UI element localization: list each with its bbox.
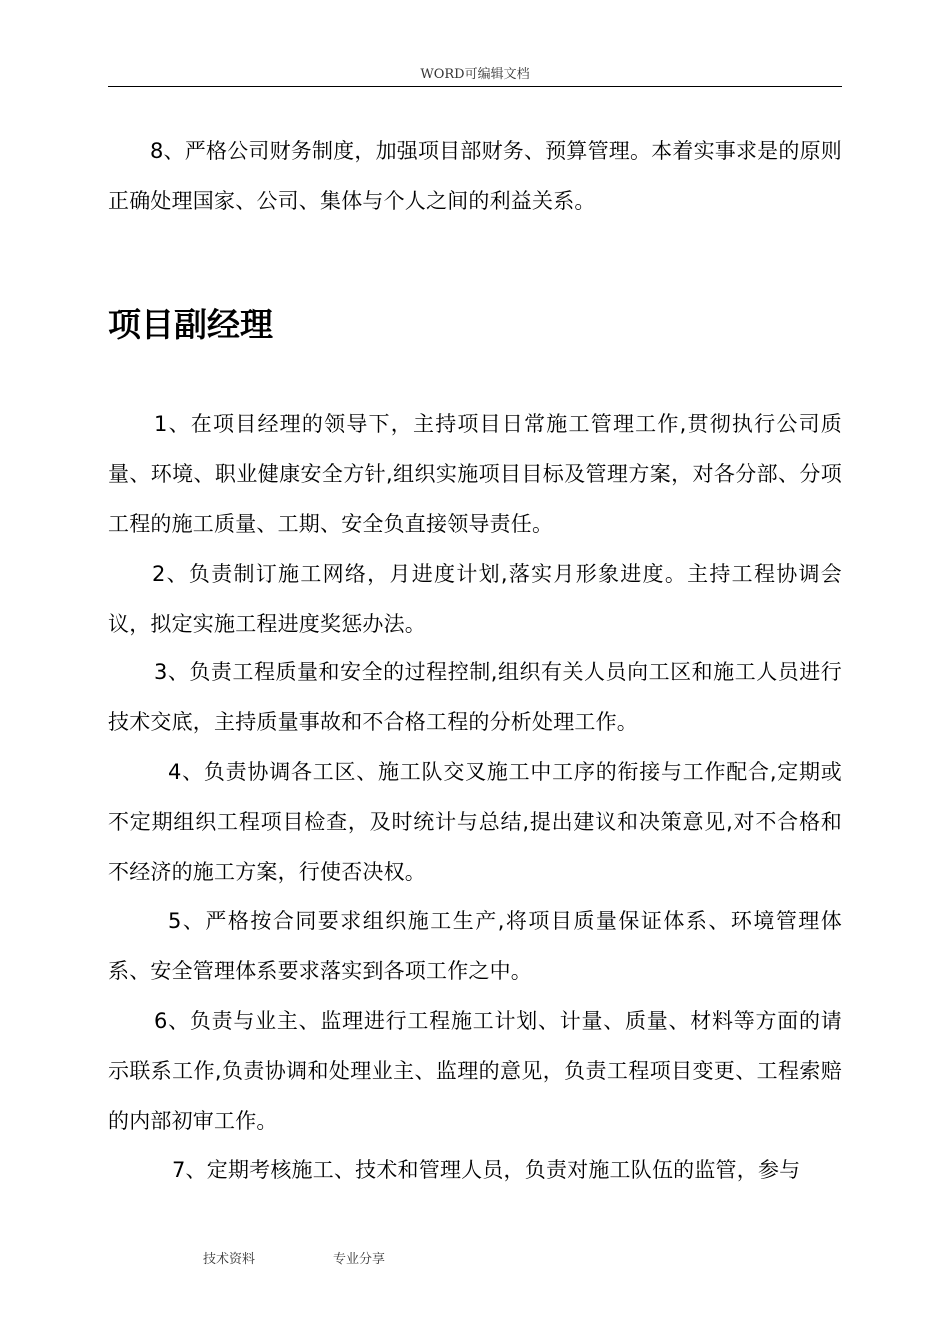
section-heading: 项目副经理 xyxy=(108,305,273,344)
paragraph-item-6: 6、负责与业主、监理进行工程施工计划、计量、质量、材料等方面的请示联系工作,负责协调和处理业主、监理的意见，负责工程项目变更、工程索赔的内部初审工作。 xyxy=(108,1009,842,1133)
paragraph-item-3: 3、负责工程质量和安全的过程控制,组织有关人员向工区和施工人员进行技术交底，主持质量事故和不合格工程的分析处理工作。 xyxy=(108,660,842,734)
paragraph-item-5: 5、严格按合同要求组织施工生产,将项目质量保证体系、环境管理体系、安全管理体系要求落实到各项工作之中。 xyxy=(108,909,842,983)
paragraph-item-4: 4、负责协调各工区、施工队交叉施工中工序的衔接与工作配合,定期或不定期组织工程项目检查，及时统计与总结,提出建议和决策意见,对不合格和不经济的施工方案，行使否决权。 xyxy=(108,760,842,884)
page-header: WORD可编辑文档 xyxy=(420,67,530,82)
footer-left-text: 技术资料 xyxy=(203,1252,256,1267)
paragraph-item-2: 2、负责制订施工网络，月进度计划,落实月形象进度。主持工程协调会议，拟定实施工程进度奖惩办法。 xyxy=(108,562,842,636)
paragraph-item-7: 7、定期考核施工、技术和管理人员，负责对施工队伍的监管，参与 xyxy=(172,1158,801,1182)
paragraph-item-1: 1、在项目经理的领导下，主持项目日常施工管理工作,贯彻执行公司质量、环境、职业健康安全方针,组织实施项目目标及管理方案，对各分部、分项工程的施工质量、工期、安全负直接领导责任。 xyxy=(108,412,842,536)
footer-right-text: 专业分享 xyxy=(333,1252,386,1267)
paragraph-item-8: 8、严格公司财务制度，加强项目部财务、预算管理。本着实事求是的原则正确处理国家、公司、集体与个人之间的利益关系。 xyxy=(108,139,842,213)
header-divider xyxy=(108,86,842,87)
